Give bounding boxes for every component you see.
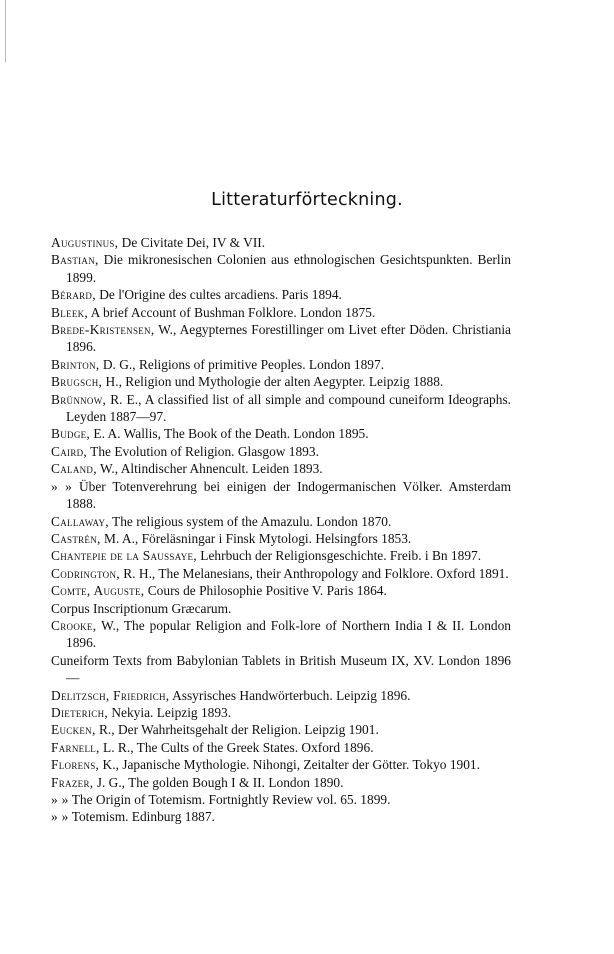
bibliography-entry	[51, 547, 511, 564]
bibliography-entry	[51, 791, 511, 808]
entry-text: W., Aegypternes Forestillinger om Livet efter Döden. Christiania 1896.	[66, 322, 511, 355]
entry-author: Florens,	[51, 757, 100, 773]
bibliography-entry	[51, 687, 511, 704]
entry-text: Lehrbuch der Religionsgeschichte. Freib. i Bn 1897.	[196, 548, 482, 564]
entry-text: R., Der Wahrheitsgehalt der Religion. Leipzig 1901.	[95, 722, 379, 738]
entry-author: » »	[51, 792, 69, 807]
bibliography-entry	[51, 530, 511, 547]
margin-rule	[5, 0, 6, 62]
entry-author: Caland,	[51, 461, 97, 477]
bibliography-entry	[51, 460, 511, 477]
bibliography-entry	[51, 425, 511, 442]
entry-text: L. R., The Cults of the Greek States. Oxford 1896.	[99, 739, 374, 755]
entry-text: The Origin of Totemism. Fortnightly Review vol. 65. 1899.	[68, 792, 391, 807]
entry-author: Frazer,	[51, 774, 94, 790]
entry-author: Budge,	[51, 426, 91, 442]
entry-text: The religious system of the Amazulu. London 1870.	[108, 513, 392, 529]
bibliography-entry	[51, 652, 511, 687]
bibliography-entry	[51, 443, 511, 460]
bibliography-entry	[51, 600, 511, 617]
bibliography-entry	[51, 565, 511, 582]
entry-author: Farnell,	[51, 739, 100, 755]
entry-author: Bleek,	[51, 304, 89, 320]
bibliography-entry	[51, 251, 511, 286]
entry-text: W., Altindischer Ahnencult. Leiden 1893.	[96, 461, 323, 477]
entry-text: A brief Account of Bushman Folklore. London 1875.	[88, 304, 376, 320]
entry-text: R. H., The Melanesians, their Anthropology and Folklore. Oxford 1891.	[119, 565, 509, 581]
entry-author: Brünnow,	[51, 391, 107, 407]
entry-text: E. A. Wallis, The Book of the Death. London 1895.	[90, 426, 369, 442]
entry-author: Castrén,	[51, 530, 101, 546]
entry-author: Brede-Kristensen,	[51, 322, 155, 338]
entry-author: Crooke,	[51, 617, 97, 633]
entry-author: Brugsch,	[51, 374, 103, 390]
entry-text: M. A., Föreläsningar i Finsk Mytologi. Helsingfors 1853.	[100, 530, 412, 546]
entry-text: Die mikronesischen Colonien aus ethnologischen Gesichtspunkten. Berlin 1899.	[66, 252, 511, 285]
entry-text: Totemism. Edinburg 1887.	[68, 809, 215, 825]
entry-author: Dieterich,	[51, 704, 109, 720]
bibliography-entry	[51, 391, 511, 426]
entry-author: Augustinus,	[51, 235, 119, 250]
entry-author: Bastian,	[51, 252, 99, 268]
bibliography-entry	[51, 617, 511, 652]
bibliography-entry	[51, 234, 511, 251]
bibliography-entry	[51, 373, 511, 390]
bibliography-entry	[51, 739, 511, 756]
entry-author: Comte, Auguste,	[51, 583, 145, 599]
bibliography-entry	[51, 721, 511, 738]
entry-text: D. G., Religions of primitive Peoples. London 1897.	[99, 356, 385, 372]
entry-text: Assyrisches Handwörterbuch. Leipzig 1896.	[169, 687, 411, 703]
entry-author: Codrington,	[51, 565, 120, 581]
bibliography-list	[51, 234, 511, 826]
bibliography-entry	[51, 321, 511, 356]
bibliography-entry	[51, 513, 511, 530]
entry-author: » »	[51, 809, 69, 825]
entry-text: R. E., A classified list of all simple and compound cuneiform Ideographs. Leyden 1887—97.	[66, 391, 511, 425]
entry-text: De l'Origine des cultes arcadiens. Paris 1894.	[95, 287, 342, 303]
entry-author: Bérard,	[51, 287, 96, 303]
entry-text: W., The popular Religion and Folk-lore of Northern India I & II. London 1896.	[66, 617, 511, 651]
entry-author: » »	[51, 478, 73, 494]
entry-text: Cuneiform Texts from Babylonian Tablets in British Museum IX, XV. London 1896—	[51, 652, 511, 686]
entry-text: Cours de Philosophie Positive V. Paris 1864.	[144, 583, 387, 599]
bibliography-entry	[51, 286, 511, 303]
entry-text: J. G., The golden Bough I & II. London 1890.	[93, 774, 344, 790]
entry-text: K., Japanische Mythologie. Nihongi, Zeitalter der Götter. Tokyo 1901.	[99, 757, 480, 773]
bibliography-entry	[51, 756, 511, 773]
entry-author: Delitzsch, Friedrich,	[51, 687, 170, 703]
entry-text: Corpus Inscriptionum Græcarum.	[51, 600, 232, 616]
entry-text: The Evolution of Religion. Glasgow 1893.	[87, 443, 319, 459]
bibliography-entry	[51, 478, 511, 513]
bibliography-entry	[51, 774, 511, 791]
bibliography-entry	[51, 808, 511, 825]
entry-author: Eucken,	[51, 722, 96, 738]
entry-author: Callaway,	[51, 513, 109, 529]
entry-author: Chantepie de la Saussaye,	[51, 548, 197, 564]
bibliography-entry	[51, 582, 511, 599]
entry-text: Nekyia. Leipzig 1893.	[108, 704, 232, 720]
page-title: Litteraturförteckning.	[211, 190, 403, 210]
bibliography-entry	[51, 356, 511, 373]
bibliography-entry	[51, 304, 511, 321]
entry-author: Brinton,	[51, 356, 100, 372]
entry-text: H., Religion und Mythologie der alten Aegypter. Leipzig 1888.	[102, 374, 444, 390]
entry-text: Über Totenverehrung bei einigen der Indogermanischen Völker. Amsterdam 1888.	[66, 478, 512, 512]
bibliography-entry	[51, 704, 511, 721]
entry-text: De Civitate Dei, IV & VII.	[118, 235, 266, 250]
entry-author: Caird,	[51, 443, 88, 459]
